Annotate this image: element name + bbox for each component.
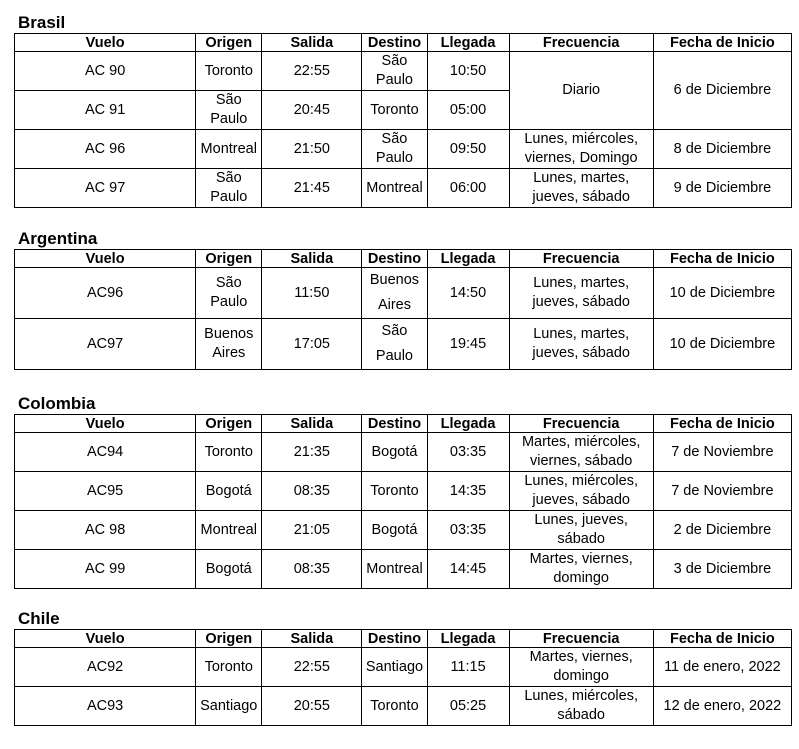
cell-salida: 20:45 [262,91,362,130]
header-origen: Origen [196,415,262,433]
section-title: Colombia [18,394,96,413]
cell-frecuencia: Lunes, martes, jueves, sábado [509,268,653,319]
cell-destino: São Paulo [362,52,427,91]
cell-llegada: 10:50 [427,52,509,91]
cell-destino: São Paulo [362,130,427,169]
cell-fecha: 8 de Diciembre [653,130,791,169]
cell-vuelo: AC 98 [15,511,196,550]
cell-destino: Toronto [362,91,427,130]
cell-frecuencia: Lunes, martes, jueves, sábado [509,319,653,370]
table-row [15,319,792,370]
cell-fecha: 7 de Noviembre [653,433,791,472]
cell-destino: Montreal [362,169,427,208]
cell-frecuencia: Lunes, miércoles, sábado [509,687,653,726]
header-frecuencia: Frecuencia [509,415,653,433]
cell-origen: São Paulo [196,91,262,130]
cell-vuelo: AC96 [15,268,196,319]
header-llegada: Llegada [427,250,509,268]
header-origen: Origen [196,34,262,52]
cell-origen: São Paulo [196,169,262,208]
cell-frecuencia: Lunes, miércoles, viernes, Domingo [509,130,653,169]
table-row [15,472,792,511]
cell-llegada: 14:50 [427,268,509,319]
cell-vuelo: AC94 [15,433,196,472]
cell-fecha: 9 de Diciembre [653,169,791,208]
header-destino: Destino [362,250,427,268]
cell-llegada: 14:35 [427,472,509,511]
cell-llegada: 11:15 [427,648,509,687]
table-row [15,511,792,550]
cell-origen: Bogotá [196,550,262,589]
cell-fecha: 3 de Diciembre [653,550,791,589]
cell-origen: Toronto [196,433,262,472]
cell-destino: Toronto [362,687,427,726]
cell-llegada: 09:50 [427,130,509,169]
cell-salida: 20:55 [262,687,362,726]
cell-origen: Montreal [196,511,262,550]
header-row [15,630,792,648]
section-title: Brasil [18,13,66,32]
cell-destino: Toronto [362,472,427,511]
cell-fecha: 2 de Diciembre [653,511,791,550]
cell-vuelo: AC 91 [15,91,196,130]
table-row [15,687,792,726]
cell-fecha: 10 de Diciembre [653,268,791,319]
cell-vuelo: AC95 [15,472,196,511]
section-title: Argentina [18,229,98,248]
flights-table-chile [14,629,792,726]
cell-frecuencia: Martes, miércoles, viernes, sábado [509,433,653,472]
header-salida: Salida [262,250,362,268]
table-row [15,648,792,687]
cell-origen: Santiago [196,687,262,726]
cell-salida: 21:45 [262,169,362,208]
section-chile [14,609,792,726]
cell-vuelo: AC92 [15,648,196,687]
cell-fecha: 12 de enero, 2022 [653,687,791,726]
header-salida: Salida [262,630,362,648]
cell-destino: Santiago [362,648,427,687]
cell-destino: Buenos Aires [362,268,427,319]
cell-origen: Montreal [196,130,262,169]
cell-vuelo: AC 90 [15,52,196,91]
cell-vuelo: AC 99 [15,550,196,589]
cell-destino: Bogotá [362,433,427,472]
cell-destino: Montreal [362,550,427,589]
header-fecha: Fecha de Inicio [653,34,791,52]
header-destino: Destino [362,415,427,433]
cell-destino: Bogotá [362,511,427,550]
header-salida: Salida [262,415,362,433]
cell-vuelo: AC 96 [15,130,196,169]
cell-salida: 21:35 [262,433,362,472]
table-row [15,52,792,91]
cell-salida: 08:35 [262,472,362,511]
cell-frecuencia: Martes, viernes, domingo [509,550,653,589]
header-vuelo: Vuelo [15,630,196,648]
section-title: Chile [18,609,60,628]
cell-origen: Buenos Aires [196,319,262,370]
cell-llegada: 05:25 [427,687,509,726]
header-llegada: Llegada [427,34,509,52]
header-frecuencia: Frecuencia [509,34,653,52]
header-vuelo: Vuelo [15,250,196,268]
cell-llegada: 19:45 [427,319,509,370]
cell-salida: 08:35 [262,550,362,589]
cell-llegada: 06:00 [427,169,509,208]
header-salida: Salida [262,34,362,52]
cell-vuelo: AC97 [15,319,196,370]
table-row [15,433,792,472]
cell-llegada: 14:45 [427,550,509,589]
flights-table-brasil [14,33,792,208]
section-colombia [14,394,792,589]
header-row [15,250,792,268]
cell-origen: Toronto [196,648,262,687]
header-fecha: Fecha de Inicio [653,415,791,433]
cell-frecuencia: Lunes, martes, jueves, sábado [509,169,653,208]
flights-table-argentina [14,249,792,370]
section-argentina [14,229,792,370]
cell-destino: São Paulo [362,319,427,370]
cell-salida: 21:05 [262,511,362,550]
cell-frecuencia: Martes, viernes, domingo [509,648,653,687]
cell-fecha: 6 de Diciembre [653,52,791,130]
cell-origen: Bogotá [196,472,262,511]
header-origen: Origen [196,630,262,648]
header-origen: Origen [196,250,262,268]
header-vuelo: Vuelo [15,415,196,433]
table-row [15,550,792,589]
header-fecha: Fecha de Inicio [653,630,791,648]
header-row [15,415,792,433]
header-vuelo: Vuelo [15,34,196,52]
cell-origen: São Paulo [196,268,262,319]
cell-llegada: 05:00 [427,91,509,130]
cell-salida: 21:50 [262,130,362,169]
table-row [15,169,792,208]
table-row [15,130,792,169]
header-frecuencia: Frecuencia [509,630,653,648]
header-row [15,34,792,52]
cell-llegada: 03:35 [427,511,509,550]
cell-llegada: 03:35 [427,433,509,472]
cell-salida: 17:05 [262,319,362,370]
header-fecha: Fecha de Inicio [653,250,791,268]
cell-frecuencia: Lunes, jueves, sábado [509,511,653,550]
header-destino: Destino [362,630,427,648]
cell-fecha: 7 de Noviembre [653,472,791,511]
table-row [15,268,792,319]
flights-table-colombia [14,414,792,589]
cell-frecuencia: Diario [509,52,653,130]
section-brasil [14,13,792,208]
cell-origen: Toronto [196,52,262,91]
header-llegada: Llegada [427,415,509,433]
cell-fecha: 10 de Diciembre [653,319,791,370]
cell-vuelo: AC 97 [15,169,196,208]
cell-salida: 22:55 [262,648,362,687]
header-destino: Destino [362,34,427,52]
cell-vuelo: AC93 [15,687,196,726]
cell-salida: 22:55 [262,52,362,91]
header-llegada: Llegada [427,630,509,648]
cell-fecha: 11 de enero, 2022 [653,648,791,687]
cell-frecuencia: Lunes, miércoles, jueves, sábado [509,472,653,511]
cell-salida: 11:50 [262,268,362,319]
header-frecuencia: Frecuencia [509,250,653,268]
